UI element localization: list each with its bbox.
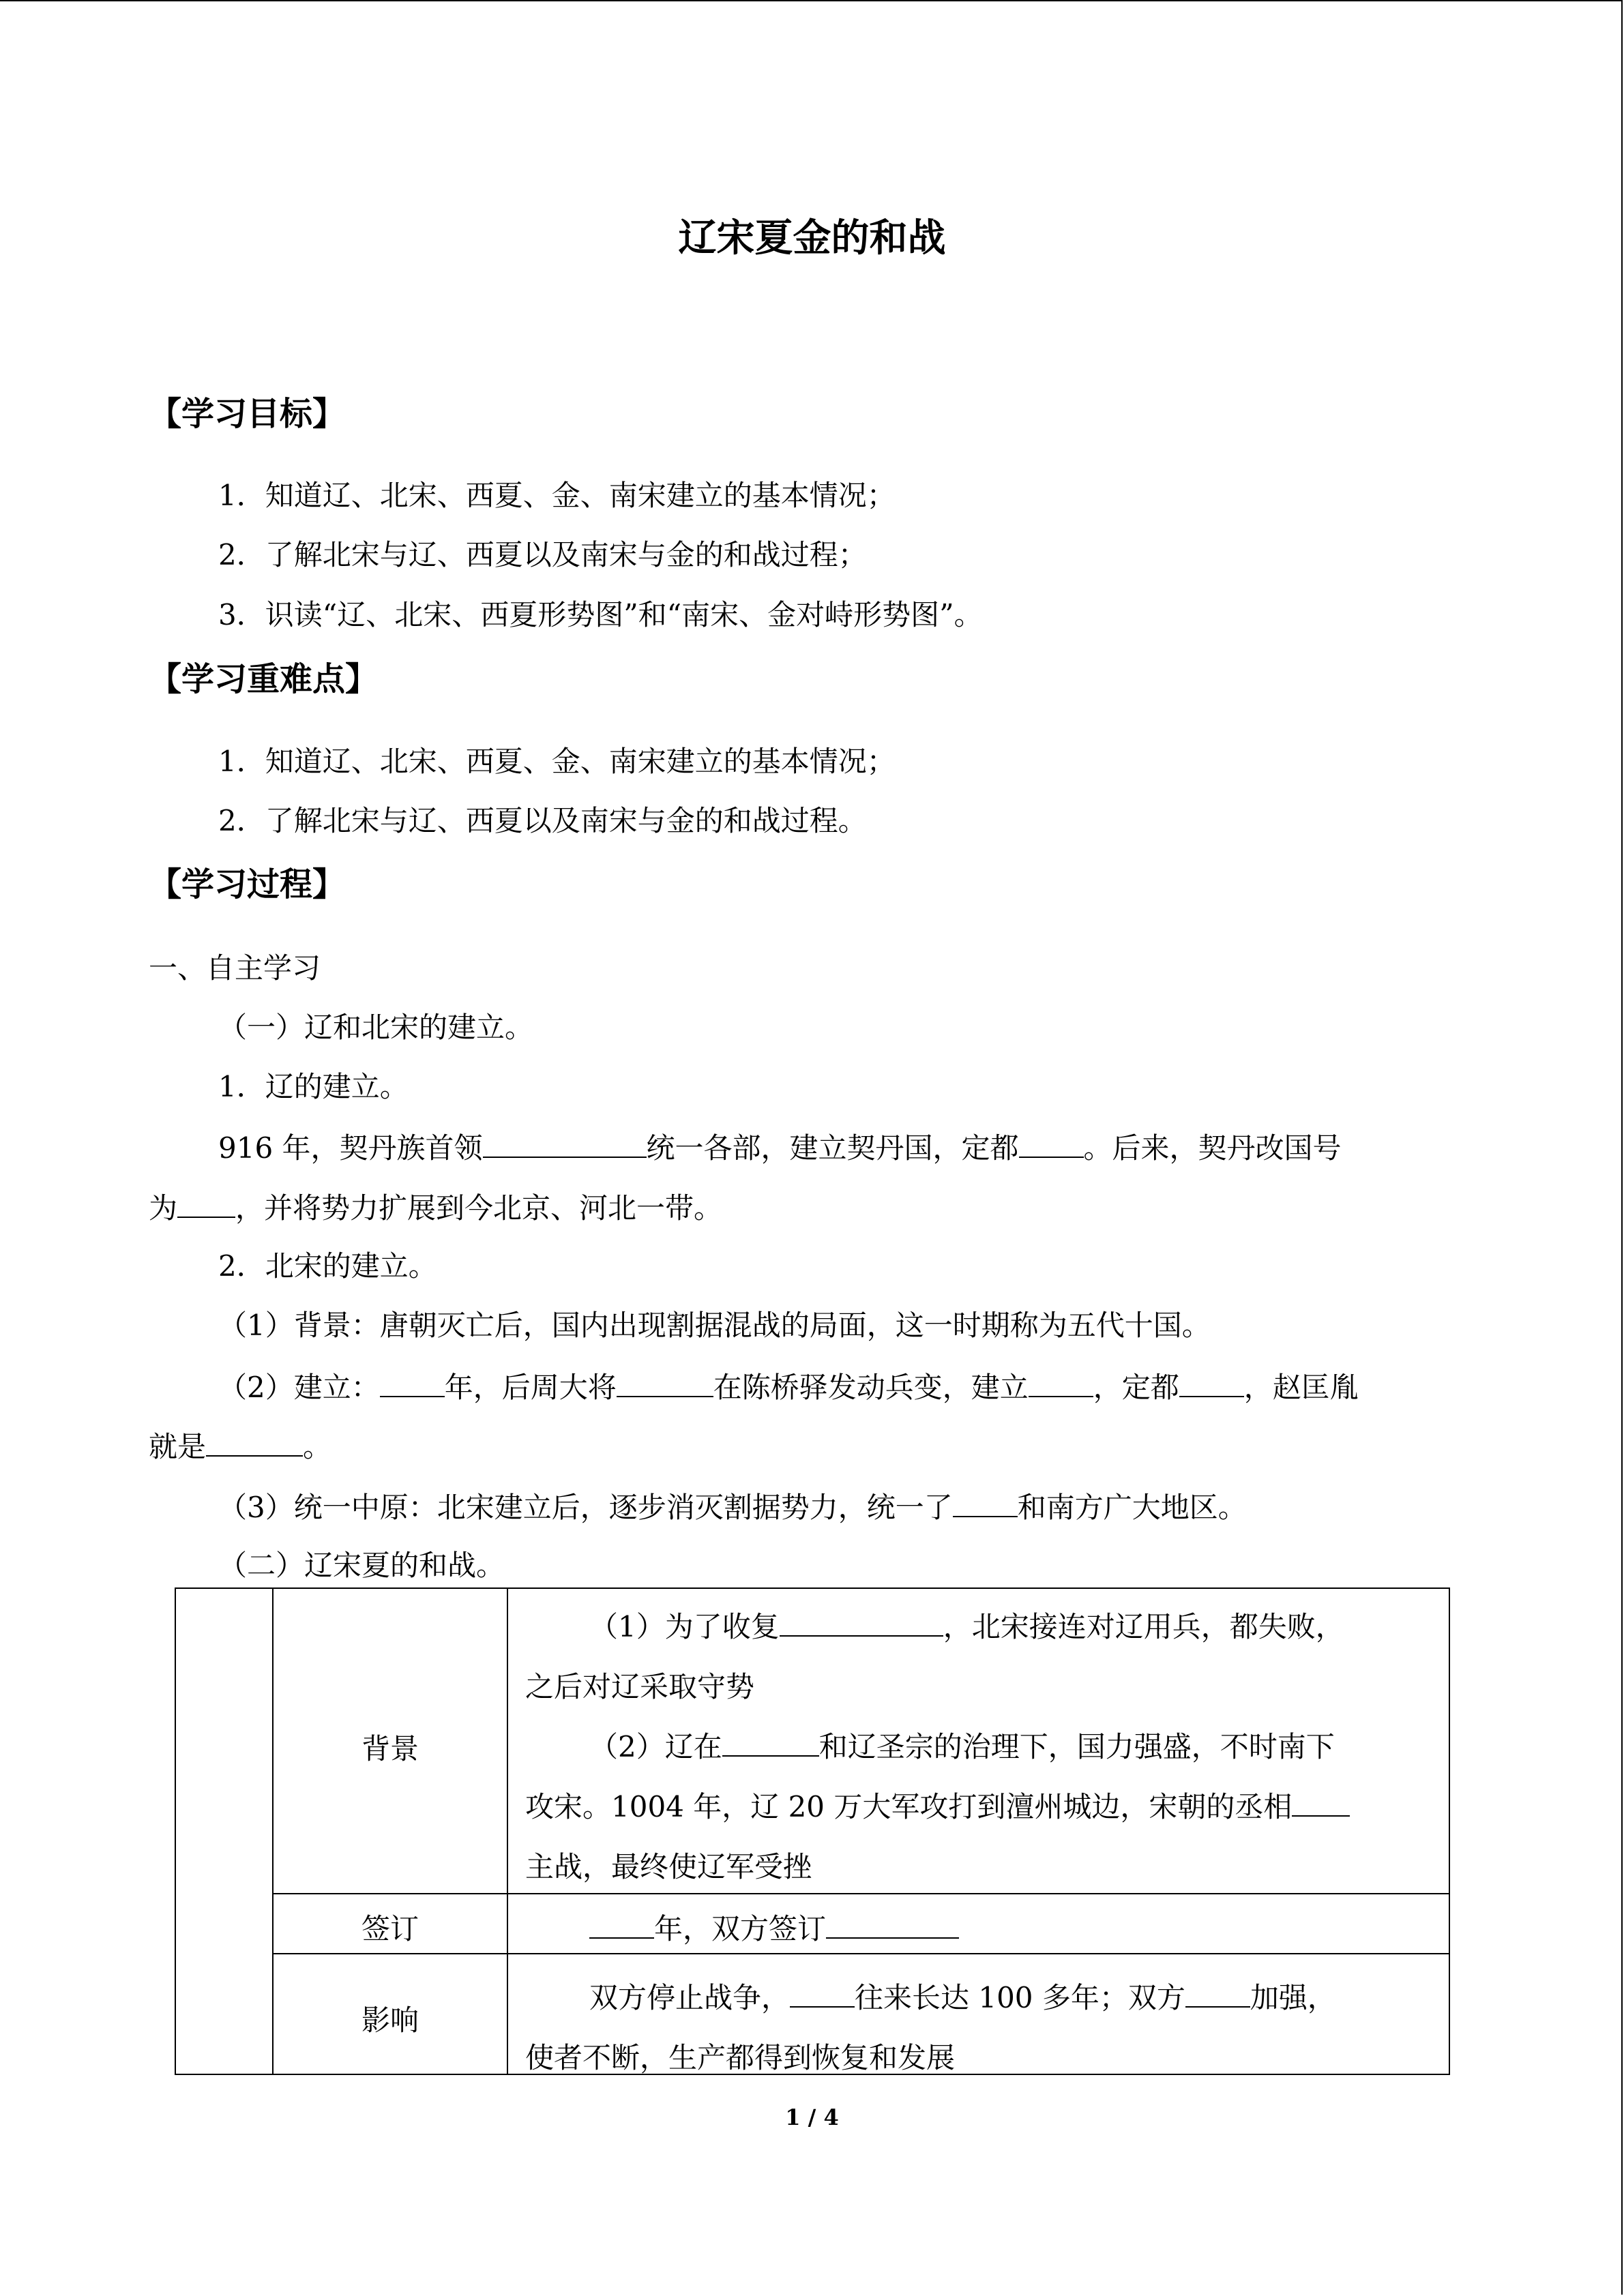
text: （1）为了收复 bbox=[589, 1610, 780, 1643]
text: 年，后周大将 bbox=[444, 1371, 617, 1404]
cell-line bbox=[525, 1597, 1439, 1657]
text: 。 bbox=[303, 1430, 332, 1463]
key-point-item-1: 1．知道辽、北宋、西夏、金、南宋建立的基本情况； bbox=[218, 745, 896, 778]
text: 就是 bbox=[149, 1430, 207, 1463]
goal-item-1: 1．知道辽、北宋、西夏、金、南宋建立的基本情况； bbox=[218, 479, 896, 512]
establishment-line-2 bbox=[149, 1425, 1479, 1467]
cell-line bbox=[525, 1777, 1439, 1837]
text: ，定都 bbox=[1093, 1371, 1179, 1404]
cell-line bbox=[525, 1968, 1439, 2028]
item-heading-liao: 1．辽的建立。 bbox=[218, 1070, 409, 1103]
cell-line: 使者不断，生产都得到恢复和发展 bbox=[525, 2041, 956, 2074]
cell-line: 之后对辽采取守势 bbox=[525, 1670, 755, 1703]
fill-blank[interactable] bbox=[1019, 1127, 1084, 1158]
section-heading-process: 【学习过程】 bbox=[149, 865, 346, 904]
goal-item-2: 2．了解北宋与辽、西夏以及南宋与金的和战过程； bbox=[218, 538, 867, 571]
text: （3）统一中原：北宋建立后，逐步消灭割据势力，统一了 bbox=[218, 1491, 953, 1524]
cell-line bbox=[525, 1717, 1439, 1777]
fill-blank[interactable] bbox=[1179, 1366, 1244, 1397]
section-heading-key-points: 【学习重难点】 bbox=[149, 660, 379, 698]
fill-blank[interactable] bbox=[1029, 1366, 1093, 1397]
text: 和南方广大地区。 bbox=[1017, 1491, 1247, 1524]
table-cell-signing bbox=[525, 1900, 1439, 1958]
text: 和辽圣宗的治理下，国力强盛，不时南下 bbox=[818, 1730, 1335, 1763]
fill-blank[interactable] bbox=[953, 1486, 1018, 1517]
subsection-heading-1: （一）辽和北宋的建立。 bbox=[218, 1011, 534, 1044]
text: 攻宋。1004 年，辽 20 万大军攻打到澶州城边，宋朝的丞相 bbox=[525, 1790, 1293, 1823]
background-line: （1）背景：唐朝灭亡后，国内出现割据混战的局面，这一时期称为五代十国。 bbox=[218, 1309, 1211, 1342]
fill-blank[interactable] bbox=[1292, 1785, 1350, 1817]
fill-blank[interactable] bbox=[380, 1366, 445, 1397]
fill-blank[interactable] bbox=[206, 1425, 303, 1457]
fill-blank[interactable] bbox=[1185, 1976, 1250, 2008]
fill-blank[interactable] bbox=[483, 1127, 647, 1158]
text: 加强， bbox=[1250, 1981, 1336, 2014]
establishment-line-1 bbox=[218, 1366, 1548, 1408]
fill-blank[interactable] bbox=[722, 1725, 819, 1757]
text: 916 年，契丹族首领 bbox=[218, 1131, 483, 1165]
table-row-label-signing: 签订 bbox=[361, 1912, 419, 1945]
text: ，北宋接连对辽用兵，都失败， bbox=[943, 1610, 1344, 1643]
table-row-label-impact: 影响 bbox=[361, 2003, 419, 2037]
goal-item-3: 3．识读“辽、北宋、西夏形势图”和“南宋、金对峙形势图”。 bbox=[218, 598, 983, 631]
text: 年，双方签订 bbox=[654, 1912, 827, 1945]
key-point-item-2: 2．了解北宋与辽、西夏以及南宋与金的和战过程。 bbox=[218, 804, 867, 837]
text: ，赵匡胤 bbox=[1243, 1371, 1359, 1404]
text: 往来长达 100 多年；双方 bbox=[855, 1981, 1185, 2014]
fill-blank[interactable] bbox=[790, 1976, 855, 2008]
fill-blank[interactable] bbox=[177, 1187, 235, 1218]
table-row-label-background: 背景 bbox=[361, 1732, 419, 1765]
liao-paragraph-line-2 bbox=[149, 1187, 1479, 1229]
text: 双方停止战争， bbox=[589, 1981, 791, 2014]
text: 。后来，契丹改国号 bbox=[1083, 1131, 1342, 1165]
section-heading-goals: 【学习目标】 bbox=[149, 395, 346, 433]
fill-blank[interactable] bbox=[617, 1366, 713, 1397]
text: 为 bbox=[149, 1191, 178, 1225]
text: （2）建立： bbox=[218, 1371, 380, 1404]
item-heading-northern-song: 2．北宋的建立。 bbox=[218, 1249, 437, 1283]
unification-line bbox=[218, 1486, 1548, 1528]
fill-blank[interactable] bbox=[826, 1907, 959, 1939]
table-divider bbox=[507, 1589, 508, 2074]
part-heading: 一、自主学习 bbox=[149, 951, 321, 985]
table-cell-background bbox=[525, 1597, 1439, 1897]
cell-line: 主战，最终使辽军受挫 bbox=[525, 1850, 812, 1883]
text: 在陈桥驿发动兵变，建立 bbox=[713, 1371, 1029, 1404]
text: （2）辽在 bbox=[589, 1730, 722, 1763]
fill-blank[interactable] bbox=[589, 1907, 654, 1939]
liao-paragraph-line-1 bbox=[218, 1127, 1548, 1169]
text: ，并将势力扩展到今北京、河北一带。 bbox=[235, 1191, 723, 1225]
page-title: 辽宋夏金的和战 bbox=[678, 216, 946, 260]
subsection-heading-2: （二）辽宋夏的和战。 bbox=[218, 1549, 505, 1582]
text: 统一各部，建立契丹国，定都 bbox=[646, 1131, 1019, 1165]
fill-blank[interactable] bbox=[780, 1605, 943, 1637]
table-cell-impact bbox=[525, 1968, 1439, 2088]
page-number: 1 / 4 bbox=[785, 2104, 839, 2130]
